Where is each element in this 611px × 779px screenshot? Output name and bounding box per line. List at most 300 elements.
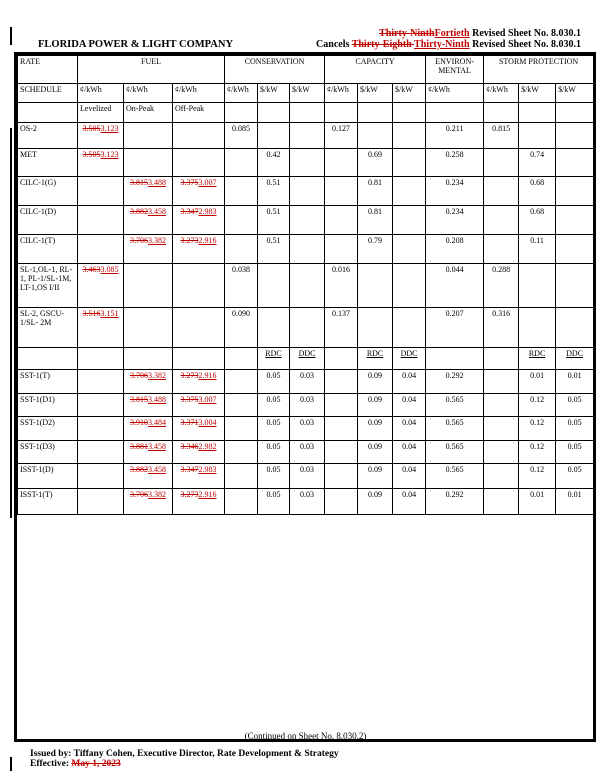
conservation-ddc-value: 0.03 [300,395,315,404]
table-row [18,489,594,515]
capacity-rdc-cell [358,417,393,441]
capacity-kwh-cell [325,149,358,177]
environmental-cell [426,123,484,149]
conservation-rdc-value: 0.05 [266,418,281,427]
environmental-value: 0.044 [445,265,464,274]
inserted-cancel-revision: Thirty-Ninth [414,39,470,50]
conservation-rdc-cell [258,489,290,515]
on-peak-value-inserted: 3.484 [148,418,166,427]
storm-kw-cell [556,206,594,235]
on-peak-cell [124,149,173,177]
conservation-kw-cell [290,149,325,177]
conservation-rdc-value: 0.05 [266,442,281,451]
storm-kw-cell [556,308,594,348]
continued-note: (Continued on Sheet No. 8.030.2) [244,731,367,741]
levelized-value-inserted: 3.123 [100,124,119,133]
levelized-value-deleted: 3.505 [82,150,101,159]
on-peak-value-deleted: 3.815 [130,178,148,187]
conservation-ddc-cell [290,370,325,394]
change-bar-table [10,128,12,518]
unit-header: ¢/kWh [325,84,358,103]
conservation-ddc-cell [290,417,325,441]
storm-rdc-cell [519,370,556,394]
capacity-kw-cell [393,206,426,235]
off-peak-value-deleted: 3.273 [180,490,199,499]
storm-kw-cell [556,235,594,264]
conservation-kwh-cell [225,149,258,177]
storm-kwh-cell [484,264,519,308]
table-row [18,441,594,464]
capacity-kw-cell [393,149,426,177]
environmental-cell [426,177,484,206]
off-peak-value-inserted: 2.916 [198,490,217,499]
storm-ddc-value: 0.05 [567,395,582,404]
storm-rdc-value: 0.12 [530,418,545,427]
levelized-cell [78,123,124,149]
conservation-ddc-cell [290,464,325,489]
levelized-cell [78,489,124,515]
storm-rdc-cell [519,489,556,515]
on-peak-value-deleted: 3.882 [130,207,148,216]
storm-kwh-value: 0.316 [492,309,511,318]
fuel-header: FUEL [78,56,225,84]
table-row [18,464,594,489]
capacity-kwh-cell [325,489,358,515]
cancel-sheet-number: Revised Sheet No. 8.030.1 [469,39,581,50]
environmental-cell [426,441,484,464]
storm-kwh-value: 0.815 [492,124,511,133]
conservation-kw-cell [258,206,290,235]
conservation-header: CONSERVATION [225,56,325,84]
schedule-name: ISST-1(T) [20,490,53,499]
on-peak-value-deleted: 3.706 [130,371,148,380]
capacity-ddc-cell [393,464,426,489]
storm-kw-cell [519,177,556,206]
conservation-kw-value: 0.51 [266,236,281,245]
conservation-kwh-cell [225,235,258,264]
storm-kw-value: 0.68 [530,178,545,187]
ddc-header: DDC [556,348,594,370]
environmental-value: 0.234 [445,207,464,216]
storm-kwh-cell [484,206,519,235]
conservation-kwh-value: 0.090 [232,309,251,318]
capacity-kw-value: 0.81 [368,178,383,187]
schedule-cell [18,235,78,264]
unit-header: $/kW [358,84,393,103]
capacity-kwh-cell [325,441,358,464]
issued-by: Issued by: Tiffany Cohen, Executive Director, Rate Development & Strategy [30,749,339,759]
off-peak-cell [173,235,225,264]
conservation-ddc-value: 0.03 [300,442,315,451]
storm-kw-cell [519,264,556,308]
schedule-cell [18,149,78,177]
storm-kw-cell [556,149,594,177]
conservation-kwh-cell [225,394,258,417]
capacity-kw-cell [393,177,426,206]
storm-kwh-cell [484,394,519,417]
storm-ddc-value: 0.01 [567,371,582,380]
capacity-ddc-value: 0.04 [402,418,417,427]
capacity-kw-cell [358,235,393,264]
storm-kwh-cell [484,417,519,441]
unit-header: $/kW [290,84,325,103]
levelized-cell [78,441,124,464]
change-bar-top [10,27,12,45]
on-peak-value-deleted: 3.881 [130,442,148,451]
off-peak-value-deleted: 3.346 [180,442,199,451]
deleted-sheet-revision: Thirty-Ninth [379,28,435,39]
schedule-name: SL-1,OL-1, RL-1, PL-1/SL-1M, LT-1,OS I/II [20,265,73,292]
on-peak-value-inserted: 3.488 [148,395,166,404]
levelized-header: Levelized [78,103,124,123]
conservation-kwh-cell [225,417,258,441]
table-row [18,370,594,394]
levelized-cell [78,308,124,348]
capacity-kw-cell [393,235,426,264]
levelized-cell [78,149,124,177]
capacity-kw-cell [393,264,426,308]
conservation-ddc-cell [290,489,325,515]
conservation-ddc-value: 0.03 [300,371,315,380]
environmental-value: 0.565 [445,465,464,474]
off-peak-value-inserted: 2.916 [198,236,217,245]
storm-ddc-value: 0.05 [567,442,582,451]
conservation-kwh-value: 0.038 [232,265,251,274]
levelized-value-inserted: 3.123 [100,150,119,159]
capacity-kwh-value: 0.127 [332,124,351,133]
off-peak-value-deleted: 3.371 [180,418,199,427]
capacity-ddc-cell [393,370,426,394]
conservation-rdc-value: 0.05 [266,395,281,404]
schedule-cell [18,308,78,348]
capacity-rdc-value: 0.09 [368,371,383,380]
on-peak-cell [124,394,173,417]
unit-header: ¢/kWh [426,84,484,103]
environmental-cell [426,308,484,348]
conservation-ddc-value: 0.03 [300,465,315,474]
off-peak-cell [173,441,225,464]
capacity-kwh-cell [325,394,358,417]
on-peak-cell [124,441,173,464]
capacity-kwh-cell [325,177,358,206]
table-row [18,206,594,235]
capacity-kwh-value: 0.137 [332,309,351,318]
environmental-cell [426,149,484,177]
capacity-ddc-value: 0.04 [402,442,417,451]
environmental-value: 0.234 [445,178,464,187]
schedule-name: SL-2, GSCU-1/SL- 2M [20,309,65,327]
capacity-kwh-cell [325,206,358,235]
ddc-header: DDC [290,348,325,370]
off-peak-value-inserted: 2.982 [198,442,217,451]
capacity-ddc-value: 0.04 [402,371,417,380]
table-row [18,417,594,441]
conservation-kwh-cell [225,441,258,464]
capacity-ddc-value: 0.04 [402,465,417,474]
effective-line [30,759,339,769]
storm-ddc-value: 0.01 [567,490,582,499]
table-row [18,308,594,348]
storm-rdc-cell [519,441,556,464]
on-peak-value-deleted: 3.882 [130,465,148,474]
unit-header: $/kW [519,84,556,103]
off-peak-cell [173,264,225,308]
capacity-rdc-value: 0.09 [368,490,383,499]
rate-table [17,55,594,730]
storm-kwh-cell [484,441,519,464]
on-peak-cell [124,370,173,394]
cancels-label: Cancels [316,39,352,50]
rate-header: RATE [18,56,78,84]
on-peak-cell [124,177,173,206]
off-peak-cell [173,417,225,441]
capacity-kw-cell [358,123,393,149]
environmental-value: 0.208 [445,236,464,245]
unit-header: ¢/kWh [173,84,225,103]
storm-kw-cell [556,264,594,308]
unit-header: ¢/kWh [78,84,124,103]
capacity-ddc-cell [393,417,426,441]
schedule-name: SST-1(T) [20,371,50,380]
conservation-kw-value: 0.42 [266,150,281,159]
conservation-rdc-cell [258,464,290,489]
environmental-cell [426,370,484,394]
conservation-rdc-cell [258,370,290,394]
conservation-kwh-cell [225,308,258,348]
capacity-kwh-cell [325,464,358,489]
capacity-kw-cell [358,264,393,308]
capacity-ddc-cell [393,441,426,464]
capacity-kw-cell [393,308,426,348]
storm-ddc-cell [556,441,594,464]
levelized-cell [78,370,124,394]
schedule-cell [18,489,78,515]
on-peak-value-deleted: 3.706 [130,236,148,245]
storm-kw-cell [519,206,556,235]
conservation-kw-cell [290,206,325,235]
storm-rdc-value: 0.12 [530,442,545,451]
unit-header: ¢/kWh [225,84,258,103]
storm-kw-value: 0.68 [530,207,545,216]
conservation-rdc-cell [258,441,290,464]
off-peak-cell [173,464,225,489]
storm-kw-cell [519,149,556,177]
capacity-kwh-cell [325,370,358,394]
on-peak-value-deleted: 3.910 [130,418,148,427]
capacity-kw-cell [358,206,393,235]
off-peak-value-inserted: 3.004 [198,418,217,427]
conservation-kw-cell [290,264,325,308]
conservation-kw-cell [290,235,325,264]
on-peak-value-inserted: 3.488 [148,178,166,187]
rdc-header: RDC [258,348,290,370]
capacity-header: CAPACITY [325,56,426,84]
storm-kwh-cell [484,489,519,515]
conservation-kw-cell [258,149,290,177]
conservation-kw-cell [258,235,290,264]
schedule-name: CILC-1(D) [20,207,56,216]
on-peak-value-inserted: 3.458 [148,207,166,216]
ddc-header: DDC [393,348,426,370]
environmental-value: 0.258 [445,150,464,159]
off-peak-value-deleted: 3.273 [180,371,199,380]
levelized-cell [78,264,124,308]
schedule-cell [18,264,78,308]
unit-header: $/kW [258,84,290,103]
storm-kw-value: 0.11 [530,236,544,245]
conservation-kw-value: 0.51 [266,207,281,216]
capacity-kwh-cell [325,264,358,308]
capacity-kw-value: 0.69 [368,150,383,159]
conservation-kw-cell [258,123,290,149]
environmental-value: 0.292 [445,371,464,380]
capacity-rdc-cell [358,464,393,489]
on-peak-header: On-Peak [124,103,173,123]
environmental-header: ENVIRON-MENTAL [426,56,484,84]
storm-ddc-value: 0.05 [567,418,582,427]
storm-kw-cell [519,235,556,264]
environmental-value: 0.565 [445,442,464,451]
off-peak-value-inserted: 2.983 [198,465,217,474]
capacity-kwh-cell [325,308,358,348]
capacity-rdc-value: 0.09 [368,395,383,404]
storm-ddc-cell [556,370,594,394]
environmental-cell [426,394,484,417]
off-peak-cell [173,149,225,177]
on-peak-value-deleted: 3.815 [130,395,148,404]
conservation-rdc-cell [258,394,290,417]
capacity-rdc-cell [358,394,393,417]
conservation-ddc-cell [290,441,325,464]
empty-filler-row [18,515,594,730]
levelized-cell [78,464,124,489]
capacity-kw-cell [358,177,393,206]
on-peak-cell [124,206,173,235]
levelized-value-deleted: 3.463 [82,265,101,274]
issued-block [30,749,339,769]
environmental-cell [426,235,484,264]
capacity-ddc-cell [393,394,426,417]
storm-ddc-value: 0.05 [567,465,582,474]
table-row [18,149,594,177]
table-row [18,177,594,206]
conservation-kwh-cell [225,464,258,489]
company-name: FLORIDA POWER & LIGHT COMPANY [38,39,234,50]
storm-kwh-cell [484,149,519,177]
on-peak-value-inserted: 3.382 [148,236,166,245]
deleted-effective-date: May 1, 2023 [71,759,121,769]
conservation-kw-cell [290,123,325,149]
off-peak-value-deleted: 3.347 [180,207,199,216]
environmental-cell [426,417,484,441]
on-peak-cell [124,235,173,264]
rdc-header: RDC [519,348,556,370]
levelized-value-inserted: 3.085 [100,265,119,274]
on-peak-cell [124,489,173,515]
environmental-cell [426,464,484,489]
schedule-name: SST-1(D1) [20,395,55,404]
off-peak-value-deleted: 3.375 [180,178,199,187]
capacity-rdc-value: 0.09 [368,465,383,474]
capacity-rdc-cell [358,489,393,515]
storm-kwh-cell [484,123,519,149]
conservation-kw-cell [290,177,325,206]
schedule-name: CILC-1(G) [20,178,56,187]
off-peak-value-deleted: 3.347 [180,465,199,474]
schedule-cell [18,464,78,489]
storm-ddc-cell [556,417,594,441]
conservation-kwh-cell [225,370,258,394]
storm-kwh-cell [484,308,519,348]
storm-kw-value: 0.74 [530,150,545,159]
schedule-cell [18,177,78,206]
schedule-name: SST-1(D2) [20,418,55,427]
storm-rdc-value: 0.12 [530,465,545,474]
conservation-kw-cell [258,308,290,348]
conservation-kw-cell [258,264,290,308]
capacity-rdc-value: 0.09 [368,442,383,451]
deleted-cancel-revision: Thirty-Eighth [351,39,415,50]
conservation-kwh-cell [225,123,258,149]
off-peak-value-inserted: 3.007 [198,178,217,187]
levelized-value-deleted: 3.505 [82,124,101,133]
table-row [18,394,594,417]
conservation-rdc-value: 0.05 [266,371,281,380]
on-peak-value-inserted: 3.382 [148,371,166,380]
schedule-name: OS-2 [20,124,37,133]
conservation-kwh-value: 0.085 [232,124,251,133]
capacity-kwh-value: 0.016 [332,265,351,274]
capacity-rdc-cell [358,441,393,464]
capacity-kw-value: 0.81 [368,207,383,216]
levelized-value-deleted: 3.516 [82,309,101,318]
conservation-kwh-cell [225,264,258,308]
environmental-value: 0.211 [445,124,464,133]
environmental-value: 0.292 [445,490,464,499]
on-peak-cell [124,264,173,308]
capacity-kw-cell [358,149,393,177]
storm-ddc-cell [556,394,594,417]
top-rows [18,123,594,348]
off-peak-cell [173,308,225,348]
storm-kwh-cell [484,235,519,264]
storm-kw-cell [556,177,594,206]
capacity-ddc-value: 0.04 [402,395,417,404]
storm-kw-cell [556,123,594,149]
table-row [18,264,594,308]
environmental-value: 0.565 [445,418,464,427]
table-row [18,123,594,149]
schedule-cell [18,206,78,235]
conservation-ddc-cell [290,394,325,417]
conservation-ddc-value: 0.03 [300,490,315,499]
cancels-sheet-line [316,39,581,50]
storm-rdc-value: 0.12 [530,395,545,404]
rdc-ddc-header-row [18,348,594,370]
levelized-cell [78,235,124,264]
schedule-name: MET [20,150,37,159]
storm-protection-header: STORM PROTECTION [484,56,594,84]
storm-kwh-cell [484,464,519,489]
off-peak-value-deleted: 3.375 [180,395,199,404]
conservation-kwh-cell [225,206,258,235]
capacity-kw-cell [358,308,393,348]
storm-kwh-cell [484,370,519,394]
capacity-rdc-value: 0.09 [368,418,383,427]
off-peak-cell [173,394,225,417]
levelized-value-inserted: 3.151 [100,309,119,318]
conservation-kwh-cell [225,489,258,515]
